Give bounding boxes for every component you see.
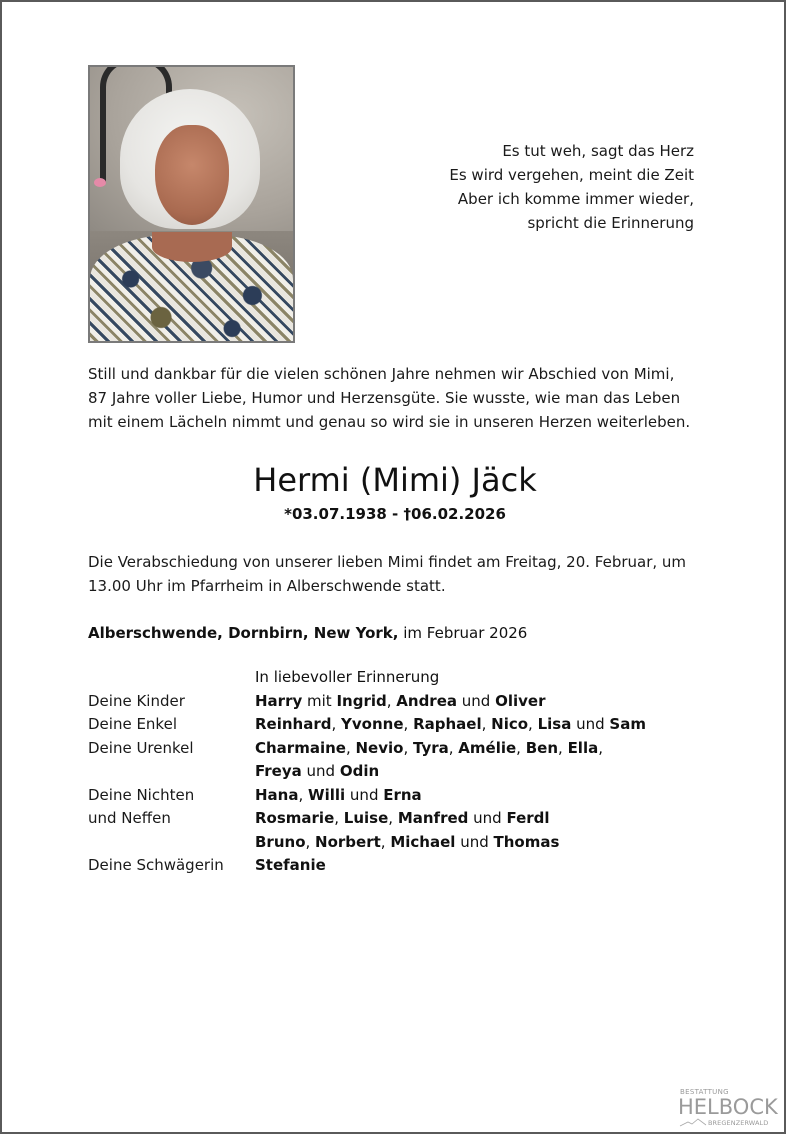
family-label: und Neffen	[88, 809, 171, 827]
family-row	[88, 713, 646, 737]
photo-face	[155, 125, 229, 225]
family-member-name: Ingrid	[336, 691, 387, 710]
family-member-name: Manfred	[397, 809, 469, 827]
family-names	[255, 737, 603, 761]
family-member-name: Ella	[567, 738, 599, 757]
family-member-name: Yvonne	[341, 715, 404, 733]
farewell-paragraph	[88, 550, 708, 598]
family-member-name: Freya	[255, 762, 302, 780]
connector-text: und	[468, 809, 507, 827]
connector-text: mit	[302, 691, 337, 710]
family-member-name: Raphael	[413, 715, 482, 733]
connector-text: und	[301, 762, 340, 780]
family-member-name: Nevio	[355, 738, 404, 757]
family-member-name: Norbert	[315, 832, 381, 851]
connector-text: ,	[331, 715, 342, 733]
place-date: im Februar 2026	[398, 624, 528, 642]
family-member-name: Ben	[525, 738, 559, 757]
portrait-photo	[88, 65, 295, 343]
connector-text: und	[571, 715, 610, 733]
connector-text: ,	[528, 715, 538, 733]
connector-text: ,	[298, 785, 309, 804]
family-member-name: Andrea	[396, 691, 457, 710]
family-member-name: Bruno	[255, 832, 306, 851]
family-label: Deine Schwägerin	[88, 856, 224, 874]
family-member-name: Odin	[339, 762, 380, 780]
family-member-name: Ferdl	[506, 809, 550, 827]
poem-line: Es wird vergehen, meint die Zeit	[449, 166, 694, 184]
family-member-name: Charmaine	[255, 738, 346, 757]
family-label: Deine Kinder	[88, 691, 185, 710]
connector-text: und	[457, 691, 496, 710]
family-member-name: Lisa	[537, 715, 572, 733]
family-names	[255, 807, 550, 831]
mountain-icon	[678, 1118, 708, 1128]
photo-flower	[94, 178, 106, 187]
family-member-name: Erna	[383, 785, 422, 804]
farewell-line: 13.00 Uhr im Pfarrheim in Alberschwende statt.	[88, 577, 446, 595]
connector-text: ,	[334, 809, 344, 827]
family-list	[88, 666, 646, 878]
family-names	[255, 713, 646, 737]
family-row	[88, 690, 646, 714]
intro-line: mit einem Lächeln nimmt und genau so wird sie in unseren Herzen weiterleben.	[88, 413, 691, 431]
connector-text: ,	[380, 832, 391, 851]
family-label: Deine Nichten	[88, 785, 195, 804]
family-row	[88, 807, 646, 831]
logo-top-text: BESTATTUNG	[680, 1088, 729, 1096]
family-label: Deine Urenkel	[88, 738, 194, 757]
place-locations: Alberschwende, Dornbirn, New York,	[88, 624, 399, 642]
family-row	[88, 760, 646, 784]
connector-text: ,	[305, 832, 316, 851]
place-date-line	[88, 621, 527, 645]
family-member-name: Nico	[491, 715, 529, 733]
connector-text: ,	[558, 738, 568, 757]
family-row	[88, 737, 646, 761]
family-names	[255, 760, 379, 784]
poem	[449, 139, 694, 235]
family-row	[88, 784, 646, 808]
family-names	[255, 784, 422, 808]
family-member-name: Michael	[390, 832, 456, 851]
family-member-name: Oliver	[495, 691, 546, 710]
connector-text: und	[345, 785, 384, 804]
family-label	[88, 760, 255, 784]
family-member-name: Rosmarie	[255, 809, 335, 827]
family-member-name: Stefanie	[255, 856, 326, 874]
life-dates: *03.07.1938 - †06.02.2026	[284, 505, 506, 523]
family-names	[255, 854, 326, 878]
farewell-line: Die Verabschiedung von unserer lieben Mimi findet am Freitag, 20. Februar, um	[88, 553, 687, 571]
deceased-name: Hermi (Mimi) Jäck	[253, 461, 537, 499]
connector-text: ,	[403, 738, 413, 757]
family-member-name: Reinhard	[255, 715, 332, 733]
family-member-name: Sam	[609, 715, 646, 733]
poem-line: Es tut weh, sagt das Herz	[502, 142, 694, 160]
family-member-name: Thomas	[493, 832, 560, 851]
connector-text: ,	[448, 738, 459, 757]
family-label: Deine Enkel	[88, 715, 177, 733]
poem-line: spricht die Erinnerung	[527, 214, 694, 232]
connector-text: ,	[516, 738, 526, 757]
connector-text: ,	[386, 691, 397, 710]
family-member-name: Luise	[343, 809, 389, 827]
family-row	[88, 854, 646, 878]
connector-text: und	[455, 832, 494, 851]
family-member-name: Harry	[255, 691, 303, 710]
intro-paragraph	[88, 362, 708, 434]
family-member-name: Tyra	[413, 738, 449, 757]
family-heading-row	[88, 666, 646, 690]
family-names	[255, 831, 559, 855]
connector-text: ,	[403, 715, 414, 733]
family-member-name: Amélie	[458, 738, 517, 757]
connector-text: ,	[481, 715, 492, 733]
family-label	[88, 831, 255, 855]
family-rows	[88, 690, 646, 878]
connector-text: ,	[388, 809, 398, 827]
intro-line: Still und dankbar für die vielen schönen Jahre nehmen wir Abschied von Mimi,	[88, 365, 675, 383]
funeral-home-logo	[678, 1088, 780, 1130]
family-row	[88, 831, 646, 855]
family-heading: In liebevoller Erinnerung	[255, 668, 440, 686]
intro-line: 87 Jahre voller Liebe, Humor und Herzensgüte. Sie wusste, wie man das Leben	[88, 389, 681, 407]
family-names	[255, 690, 545, 714]
connector-text: ,	[345, 738, 356, 757]
family-member-name: Willi	[308, 785, 346, 804]
connector-text: ,	[598, 738, 603, 757]
poem-line: Aber ich komme immer wieder,	[457, 190, 694, 208]
family-label	[88, 666, 255, 690]
logo-name: HELBOCK	[678, 1095, 778, 1119]
logo-bottom-text: BREGENZERWALD	[708, 1119, 769, 1127]
photo-neck	[152, 232, 232, 262]
family-member-name: Hana	[255, 785, 299, 804]
